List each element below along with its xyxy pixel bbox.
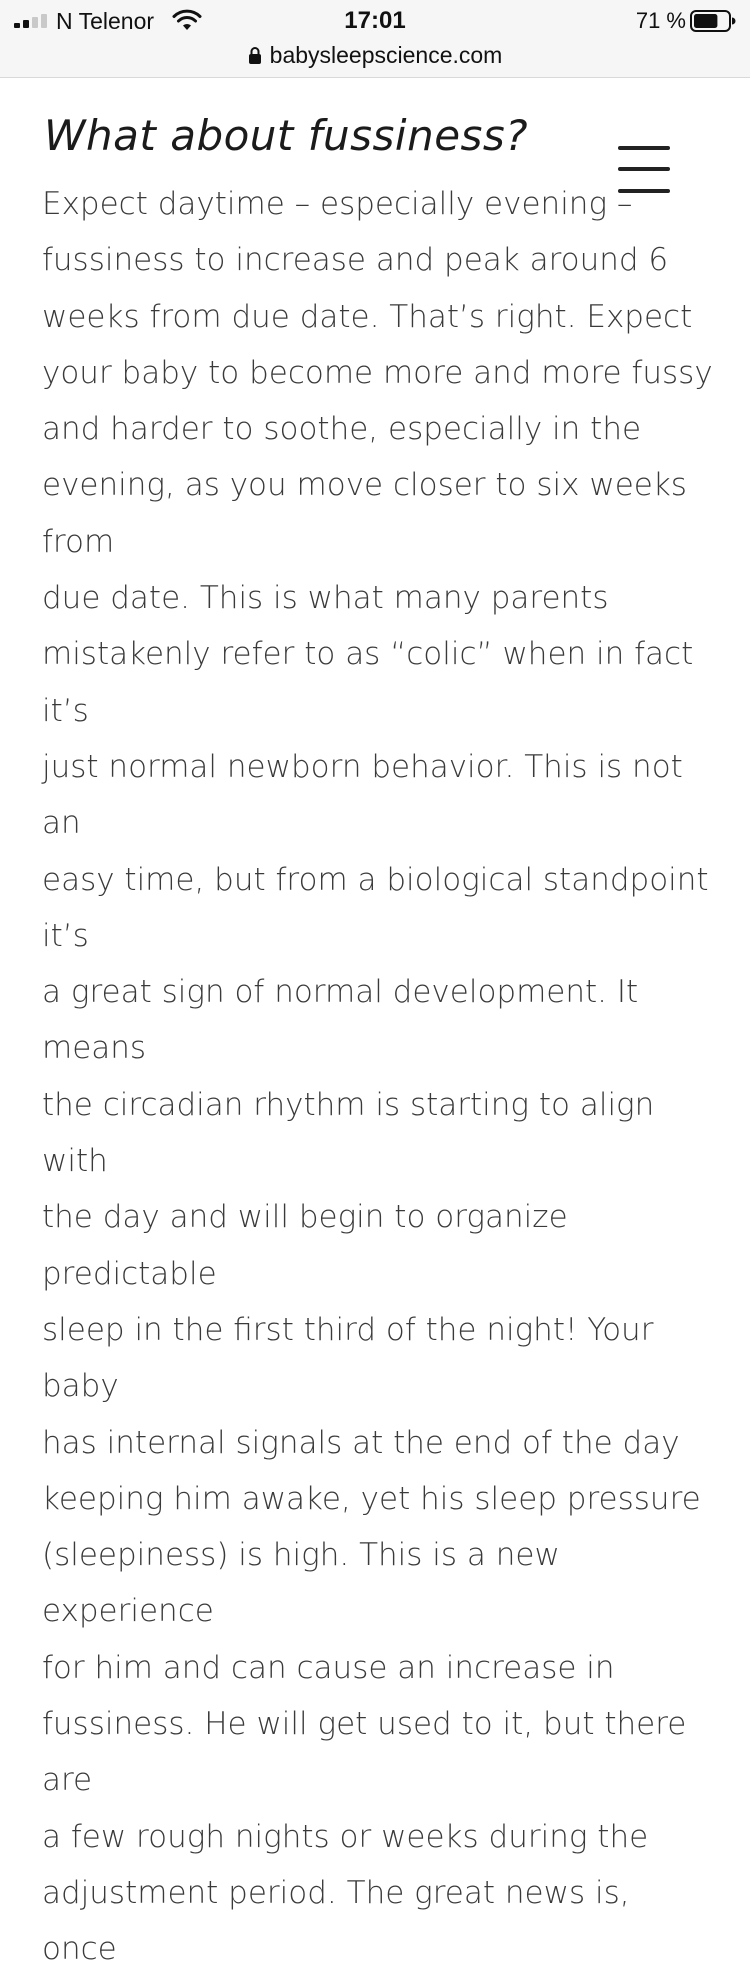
status-time: 17:01 xyxy=(344,7,406,34)
carrier-name: N Telenor xyxy=(56,8,155,34)
page-title: What about fussiness? xyxy=(44,111,529,160)
article-paragraph: Expect daytime – especially evening – fussiness to increase and peak around 6 weeks from due date. That’s right. Expect your baby to become more and more fussy and harder to soothe, especially in the evening, as you move closer to six weeks from due date. This is what many parents mistakenly refer to as “colic” when in fact it’s just normal newborn behavior. This is not an easy time, but from a biological standpoint it’s a great sign of normal development. It means the circadian rhythm is starting to align with the day and will begin to organize predictable sleep in the first third of the night! Your baby has internal signals at the end of the day keeping him awake, yet his sleep pressure (sleepiness) is high. This is a new experience for him and can cause an increase in fussiness. He will get used to it, but there are a few rough nights or weeks during the adjustment period. The great news is, once xyxy=(42,186,713,1968)
page-content xyxy=(0,79,750,1968)
lock-icon xyxy=(248,46,262,64)
url-text[interactable]: babysleepscience.com xyxy=(269,41,503,68)
battery-icon xyxy=(690,10,736,32)
battery-percentage: 71 % xyxy=(635,8,686,33)
address-bar[interactable] xyxy=(0,40,750,70)
status-bar xyxy=(0,0,750,78)
